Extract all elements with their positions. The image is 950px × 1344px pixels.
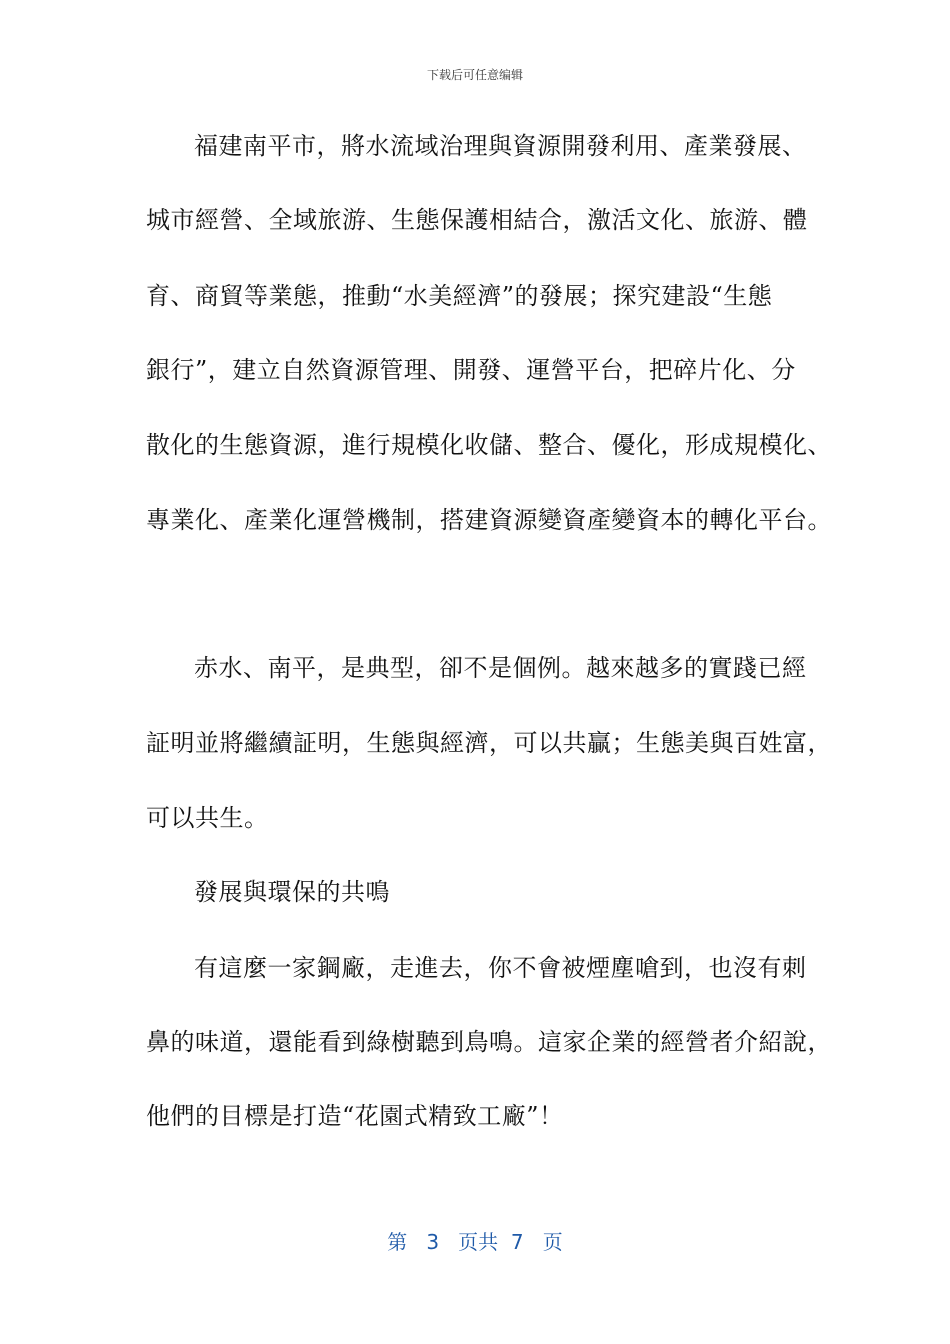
- page-mid: 页共: [458, 1230, 499, 1254]
- paragraph-line: 鼻的味道，還能看到綠樹聽到鳥鳴。這家企業的經營者介紹說，: [146, 1028, 832, 1056]
- paragraph-line: 散化的生態資源，進行規模化收儲、整合、優化，形成規模化、: [146, 431, 832, 459]
- paragraph-line: 可以共生。: [146, 804, 269, 832]
- paragraph-line: 赤水、南平，是典型，卻不是個例。越來越多的實踐已經: [194, 654, 807, 682]
- paragraph-line: 專業化、產業化運營機制，搭建資源變資產變資本的轉化平台。: [146, 506, 832, 534]
- page-total: 7: [510, 1230, 524, 1254]
- paragraph-line: 他們的目標是打造“花園式精致工廠”！: [146, 1102, 564, 1130]
- page-suffix: 页: [542, 1230, 563, 1254]
- paragraph-line: 銀行”，建立自然資源管理、開發、運營平台，把碎片化、分: [146, 356, 796, 384]
- paragraph-line: 城市經營、全域旅游、生態保護相結合，激活文化、旅游、體: [146, 206, 808, 234]
- section-heading: 發展與環保的共鳴: [194, 878, 390, 906]
- page-number: 3: [426, 1230, 440, 1254]
- paragraph-line: 育、商貿等業態，推動“水美經濟”的發展；探究建設“生態: [146, 282, 773, 310]
- paragraph-line: 証明並將繼續証明，生態與經濟，可以共贏；生態美與百姓富，: [146, 729, 832, 757]
- paragraph-line: 有這麼一家鋼廠，走進去，你不會被煙塵嗆到，也沒有刺: [194, 954, 807, 982]
- page-footer: [0, 1226, 950, 1255]
- header-note: 下载后可任意编辑: [426, 68, 523, 82]
- page-prefix: 第: [387, 1230, 408, 1254]
- paragraph-line: 福建南平市，將水流域治理與資源開發利用、產業發展、: [194, 132, 807, 160]
